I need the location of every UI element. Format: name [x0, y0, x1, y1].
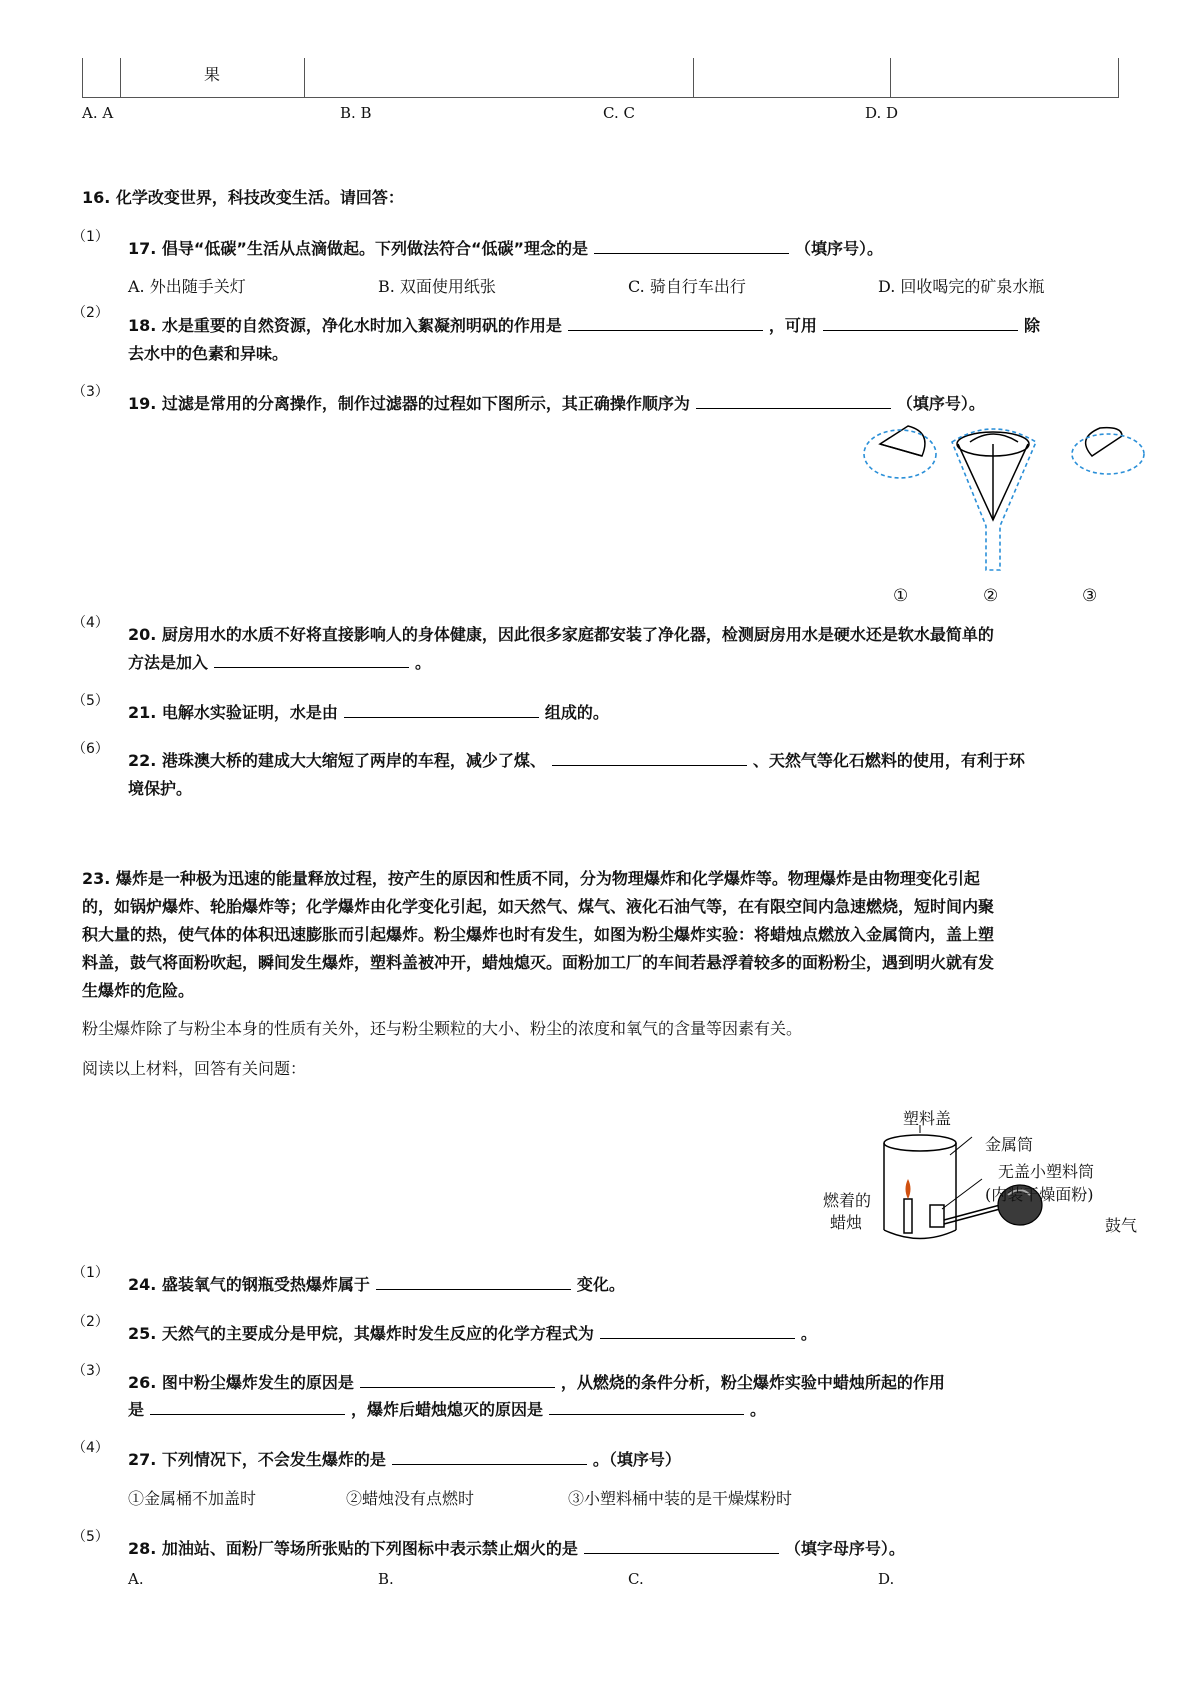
sub-number: （2） [72, 1314, 109, 1330]
q27-option-3[interactable]: ③小塑料桶中装的是干燥煤粉时 [568, 1489, 793, 1508]
question-20: 20. 厨房用水的水质不好将直接影响人的身体健康，因此很多家庭都安装了净化器，检测厨房用水是硬水还是软水最简单的 [128, 625, 994, 644]
folded-paper-1 [880, 426, 925, 456]
question-27: 27. 下列情况下，不会发生爆炸的是 。（填序号） [128, 1450, 681, 1469]
question-26: 26. 图中粉尘爆炸发生的原因是 ，从燃烧的条件分析，粉尘爆炸实验中蜡烛所起的作用 [128, 1373, 945, 1392]
question-24: 24. 盛装氧气的钢瓶受热爆炸属于 变化。 [128, 1275, 625, 1294]
top-option-c[interactable]: C. C [603, 104, 635, 122]
label-small-can-1: 无盖小塑料筒 [998, 1162, 1095, 1181]
sub-number: （2） [72, 305, 109, 321]
question-18: 18. 水是重要的自然资源，净化水时加入絮凝剂明矾的作用是 ，可用 除 [128, 316, 1040, 335]
q17-option-b[interactable]: B. 双面使用纸张 [378, 277, 496, 296]
q28-option-c[interactable]: C. [628, 1570, 644, 1588]
answer-blank[interactable] [552, 751, 747, 766]
answer-blank[interactable] [360, 1373, 555, 1388]
q17-option-c[interactable]: C. 骑自行车出行 [628, 277, 746, 296]
top-table [82, 58, 1119, 98]
question-28: 28. 加油站、面粉厂等场所张贴的下列图标中表示禁止烟火的是 （填字母序号）。 [128, 1539, 905, 1558]
sub-number: （6） [72, 741, 109, 757]
answer-blank[interactable] [600, 1324, 795, 1339]
cone-paper-3 [1086, 428, 1122, 456]
label-candle-2: 蜡烛 [830, 1213, 863, 1232]
question-21: 21. 电解水实验证明，水是由 组成的。 [128, 703, 609, 722]
q17-option-d[interactable]: D. 回收喝完的矿泉水瓶 [878, 277, 1045, 296]
top-option-b[interactable]: B. B [340, 104, 372, 122]
question-26-cont: 是 ，爆炸后蜡烛熄灭的原因是 。 [128, 1400, 767, 1419]
filter-paper-diagram [860, 420, 1160, 610]
answer-blank[interactable] [568, 316, 763, 331]
sub-number: （5） [72, 1529, 109, 1545]
label-blow: 鼓气 [1105, 1216, 1138, 1235]
sub-number: （3） [72, 1363, 109, 1379]
question-18-cont: 去水中的色素和异味。 [128, 344, 289, 363]
q16-title: 16. 化学改变世界，科技改变生活。请回答： [82, 188, 404, 207]
label-metal-can: 金属筒 [985, 1135, 1034, 1154]
q27-option-2[interactable]: ②蜡烛没有点燃时 [346, 1489, 475, 1508]
answer-blank[interactable] [376, 1275, 571, 1290]
q23-passage: 23. 爆炸是一种极为迅速的能量释放过程，按产生的原因和性质不同，分为物理爆炸和化学爆炸等。物理爆炸是由物理变化引起 的，如锅炉爆炸、轮胎爆炸等；化学爆炸由化学变化引起，如天然气、煤气、液化石油气等，在有限空间内急速燃烧，短时间内聚 积大量的热，使气体的体积迅速膨胀而引起爆炸。粉尘爆炸也时有发生，如图为粉尘爆炸实验：将蜡烛点燃放入金属筒内，盖上塑 料盖，鼓气将面粉吹起，瞬间发生爆炸，塑料盖被冲开，蜡烛熄灭。面粉加工厂的车间若悬浮着较多的面粉粉尘，遇到明火就有发 生爆炸的危险。 [82, 869, 995, 1000]
sub-number: （4） [72, 1440, 109, 1456]
question-20-cont: 方法是加入 。 [128, 653, 432, 672]
top-option-a[interactable]: A. A [82, 104, 114, 122]
answer-blank[interactable] [392, 1450, 587, 1465]
q28-option-a[interactable]: A. [128, 1570, 144, 1588]
table-cell-text: 果 [204, 65, 221, 84]
question-19: 19. 过滤是常用的分离操作，制作过滤器的过程如下图所示，其正确操作顺序为 （填序号）。 [128, 394, 985, 413]
top-option-d[interactable]: D. D [865, 104, 899, 122]
answer-blank[interactable] [823, 316, 1018, 331]
q17-option-a[interactable]: A. 外出随手关灯 [128, 277, 246, 296]
answer-blank[interactable] [344, 703, 539, 718]
answer-blank[interactable] [214, 653, 409, 668]
q27-option-1[interactable]: ①金属桶不加盖时 [128, 1489, 257, 1508]
question-17: 17. 倡导“低碳”生活从点滴做起。下列做法符合“低碳”理念的是 （填序号）。 [128, 239, 883, 258]
sub-number: （3） [72, 384, 109, 400]
answer-blank[interactable] [584, 1539, 779, 1554]
q23-para2: 粉尘爆炸除了与粉尘本身的性质有关外，还与粉尘颗粒的大小、粉尘的浓度和氧气的含量等因素有关。 [82, 1019, 803, 1038]
sub-number: （1） [72, 229, 109, 245]
label-plastic-lid: 塑料盖 [903, 1109, 952, 1128]
sub-number: （4） [72, 615, 109, 631]
question-22-cont: 境保护。 [128, 779, 193, 798]
sub-number: （5） [72, 693, 109, 709]
q28-option-d[interactable]: D. [878, 1570, 895, 1588]
filter-label-1: ① [893, 586, 909, 606]
sub-number: （1） [72, 1265, 109, 1281]
filter-label-3: ③ [1082, 586, 1098, 606]
question-22: 22. 港珠澳大桥的建成大大缩短了两岸的车程，减少了煤、 、天然气等化石燃料的使用，有利于环 [128, 751, 1025, 770]
funnel-2 [957, 432, 1029, 520]
flame [906, 1179, 911, 1199]
answer-blank[interactable] [696, 394, 891, 409]
label-candle-1: 燃着的 [823, 1191, 872, 1210]
answer-blank[interactable] [150, 1400, 345, 1415]
q23-para3: 阅读以上材料，回答有关问题： [82, 1059, 307, 1078]
answer-blank[interactable] [549, 1400, 744, 1415]
answer-blank[interactable] [594, 239, 789, 254]
question-25: 25. 天然气的主要成分是甲烷，其爆炸时发生反应的化学方程式为 。 [128, 1324, 817, 1343]
q28-option-b[interactable]: B. [378, 1570, 394, 1588]
label-small-can-2: (内装干燥面粉) [985, 1185, 1094, 1204]
filter-label-2: ② [983, 586, 999, 606]
